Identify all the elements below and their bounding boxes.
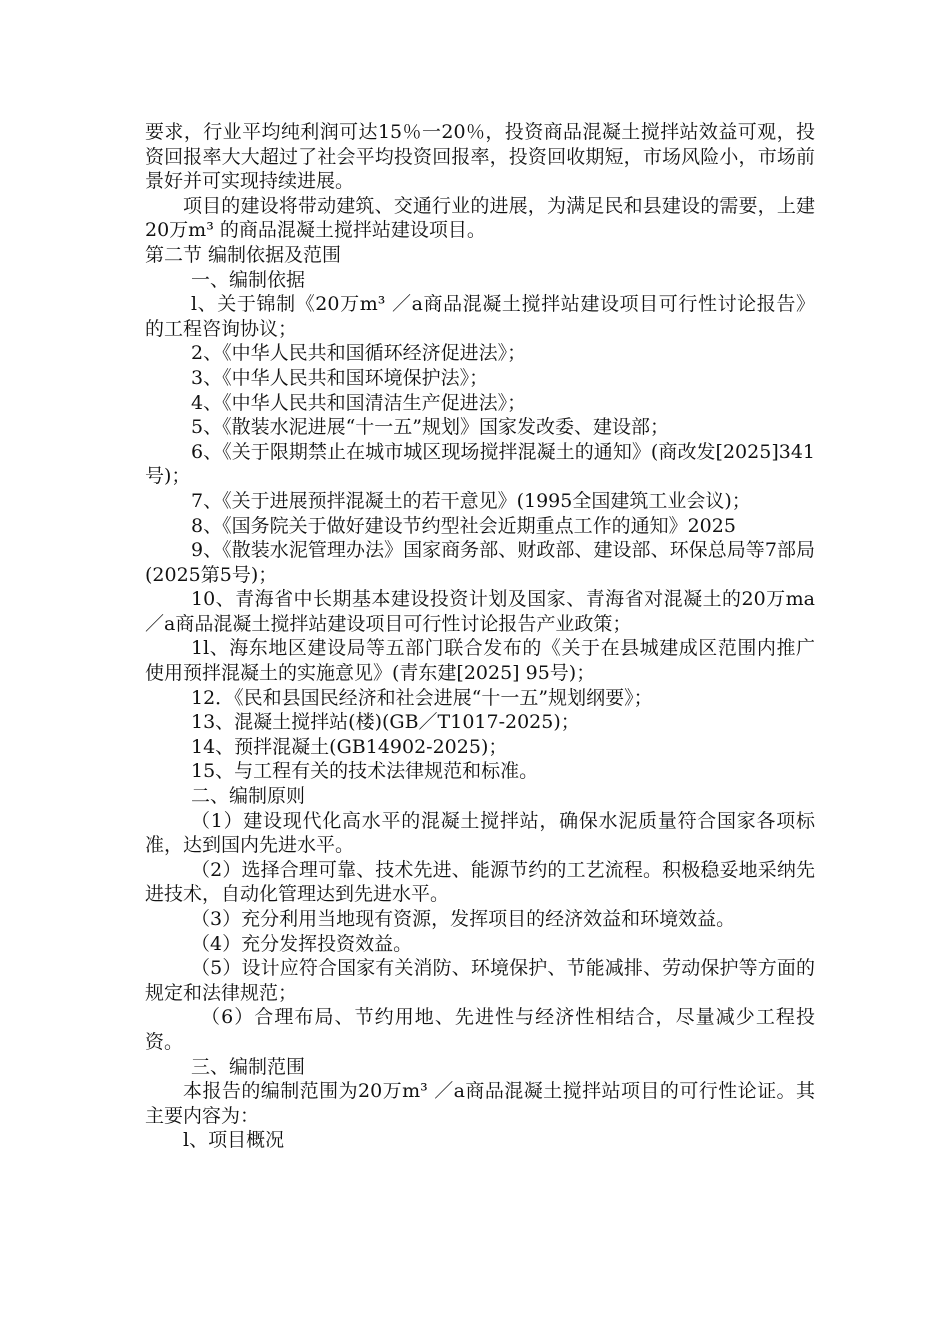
list-item: l、关于锦制《20万m³ ／a商品混凝土搅拌站建设项目可行性讨论报告》的工程咨询协议； [145,293,815,340]
list-item: 1l、海东地区建设局等五部门联合发布的《关于在县城建成区范围内推广使用预拌混凝土的实施意见》(青东建[2025] 95号)； [145,637,815,685]
list-item: （5）设计应符合国家有关消防、环境保护、节能减排、劳动保护等方面的规定和法律规范； [145,957,815,1004]
list-item: 12．《民和县国民经济和社会进展“十一五”规划纲要》； [191,686,653,709]
subheading-principles: 二、编制原则 [191,785,306,808]
list-item: 15、与工程有关的技术法律规范和标准。 [191,760,539,783]
list-item: 10、青海省中长期基本建设投资计划及国家、青海省对混凝土的20万ma／a商品混凝土搅拌站建设项目可行性讨论报告产业政策； [145,588,815,635]
list-item: 9、《散装水泥管理办法》国家商务部、财政部、建设部、环保总局等7部局(2025第5号)； [145,539,815,586]
list-item: l、项目概况 [183,1129,285,1152]
list-item: 14、预拌混凝土(GB14902-2025)； [191,735,508,758]
paragraph-scope: 本报告的编制范围为20万m³ ／a商品混凝土搅拌站项目的可行性论证。其主要内容为： [145,1080,815,1127]
list-item: （1）建设现代化高水平的混凝土搅拌站，确保水泥质量符合国家各项标准，达到国内先进水平。 [145,809,815,857]
section-heading: 第二节 编制依据及范围 [145,243,342,266]
list-item: 7、《关于进展预拌混凝土的若干意见》(1995全国建筑工业会议)； [191,489,751,512]
list-item: 4、《中华人民共和国清洁生产促进法》； [191,391,527,414]
list-item: （6）合理布局、节约用地、先进性与经济性相结合，尽量减少工程投资。 [145,1006,815,1053]
document-body [145,120,815,1153]
paragraph-project-construction: 项目的建设将带动建筑、交通行业的进展，为满足民和县建设的需要，上建20万m³ 的商品混凝土搅拌站建设项目。 [145,194,815,242]
list-item: （4）充分发挥投资效益。 [191,932,413,955]
list-item: 2、《中华人民共和国循环经济促进法》； [191,342,527,365]
paragraph-profit-outlook: 要求，行业平均纯利润可达15％一20％，投资商品混凝土搅拌站效益可观，投资回报率大大超过了社会平均投资回报率，投资回收期短，市场风险小，市场前景好并可实现持续进展。 [145,121,815,193]
list-item: 5、《散装水泥进展“十一五”规划》国家发改委、建设部； [191,416,670,439]
list-item: 3、《中华人民共和国环境保护法》； [191,366,489,389]
list-item: （2）选择合理可靠、技术先进、能源节约的工艺流程。积极稳妥地采纳先进技术，自动化管理达到先进水平。 [145,858,815,906]
list-item: 13、混凝土搅拌站(楼)(GB／T1017-2025)； [191,711,580,734]
list-item: 8、《国务院关于做好建设节约型社会近期重点工作的通知》2025 [191,514,736,537]
subheading-scope: 三、编制范围 [191,1055,306,1078]
list-item: 6、《关于限期禁止在城市城区现场搅拌混凝土的通知》(商改发[2025]341号)； [145,440,815,488]
list-item: （3）充分利用当地现有资源，发挥项目的经济效益和环境效益。 [191,908,736,930]
subheading-basis: 一、编制依据 [191,268,306,291]
